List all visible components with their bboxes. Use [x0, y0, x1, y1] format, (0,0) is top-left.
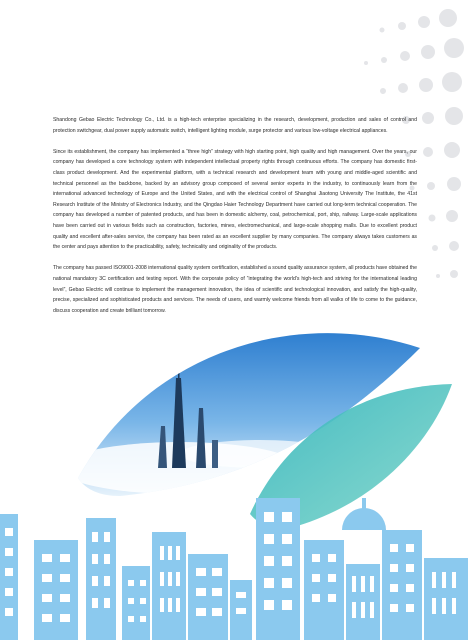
city-illustration — [0, 318, 468, 640]
intro-paragraph-1: Shandong Gebao Electric Technology Co., Ltd. is a high-tech enterprise specializing in the research, development, production and sales of control and protection switchgear, dual power supply automatic switch, intelligent lighting module, surge protector and various low-voltage electrical appliances. — [53, 117, 417, 134]
intro-text — [53, 115, 417, 327]
intro-paragraph-3: The company has passed ISO9001-2008 international quality system certification, established a sound quality assurance system, all products have obtained the national mandatory 3C certification and testing report. With the corporate policy of “integrating the world's high-tech and striving for the international leading level”, Gebao Electric will continue to implement the management innovation, the idea of scientific and technological innovation, and satisfy the high-quality, precise, specialized and sophisticated products and services. The needs of users, and warmly welcome friends from all walks of life to come to the guidance, discuss cooperation and create brilliant tomorrow. — [53, 265, 417, 314]
intro-paragraph-2: Since its establishment, the company has implemented a “three high” strategy with high starting point, high quality and high management. Over the years, our company has developed a core technology system with independent intellectual property rights through continuous efforts. The company has domestic first-class product development. And the experimental platform, with a technical research and development team with young and middle-aged scientific and technical personnel as the backbone, backed by an advisory group composed of several senior experts in the industry, to continuously learn from the international advanced technology of Europe and the United States, and with the electrical control of Shanghai Jiaotong University The Institute, the 41st Research Institute of the Ministry of Electronics Industry, and the Qingdao Haier Technology Department have carried out long-term technical cooperation. The company has developed a number of patented products, and has been in domestic alchemy, coal, petrochemical, port, ship, railway. Large-scale applications have been carried out in various fields such as construction, factories, mines, electromechanical, and large-scale shopping malls. Due to excellent product quality and excellent after-sales service, the company has been rated as an excellent supplier by many companies. The company always takes customers as the center and pays attention to the practicability, safety, technicality and originality of the products. — [53, 148, 417, 251]
city-skyline — [0, 498, 468, 640]
